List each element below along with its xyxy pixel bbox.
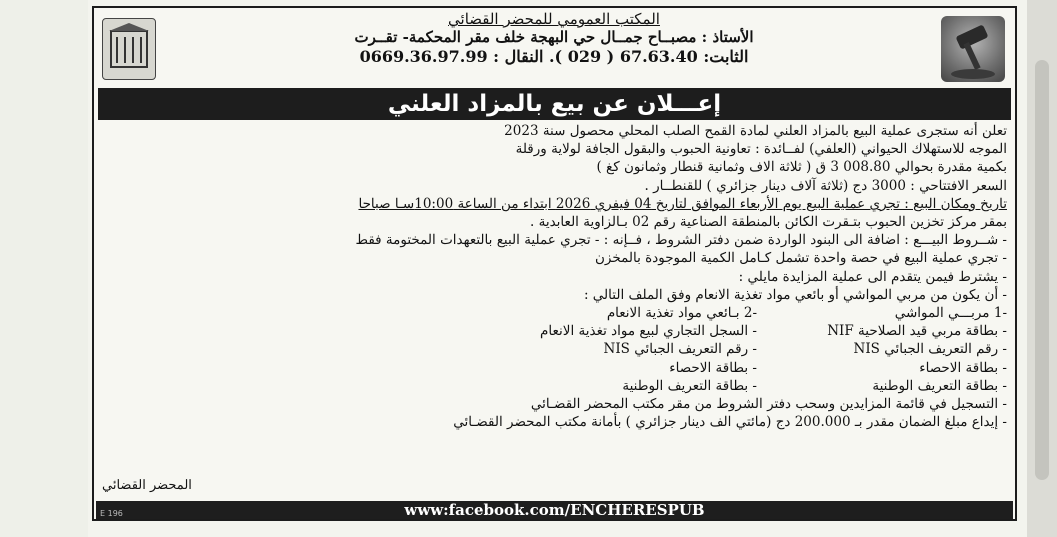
- body-line-date: تاريخ ومكان البيع : تجري عملية البيع يوم الأربعاء الموافق لتاريخ 04 فيفري 2026 ابتداء من الساعة 10:00سـا صباحا: [358, 195, 1007, 212]
- requirement-right: -1 مربـــي المواشي: [894, 305, 1007, 322]
- announcement-body: [100, 122, 1007, 431]
- phone-numbers: الثابت: 67.63.40 ( 029 ). النقال : 0669.36.97.99: [359, 47, 749, 66]
- requirements-row: [100, 340, 1007, 358]
- page-margin: [0, 0, 88, 537]
- requirement-left: - بطاقة التعريف الوطنية: [622, 377, 757, 394]
- requirement-right: - بطاقة التعريف الوطنية: [872, 377, 1007, 394]
- body-line: السعر الافتتاحي : 3000 دج (ثلاثة آلاف دينار جزائري ) للقنطــار .: [644, 177, 1007, 194]
- body-line: بمقر مركز تخزين الحبوب بتـقرت الكائن بالمنطقة الصناعية رقم 02 بـالزاوية العابدية .: [530, 214, 1007, 231]
- scrollbar-thumb[interactable]: [1035, 60, 1049, 480]
- signature: المحضر القضائي: [102, 478, 192, 493]
- body-line: - أن يكون من مربي المواشي أو بائعي مواد تغذية الانعام وفق الملف التالي :: [583, 286, 1007, 303]
- office-title: المكتب العمومي للمحضر القضائي: [448, 10, 660, 28]
- court-logo-icon: [102, 18, 156, 80]
- body-line: - التسجيل في قائمة المزايدين وسحب دفتر الشروط من مقر مكتب المحضر القضـائي: [530, 395, 1007, 412]
- requirements-row: [100, 359, 1007, 377]
- requirements-row: [100, 304, 1007, 322]
- body-line: الموجه للاستهلاك الحيواني (العلفي) لفــائدة : تعاونية الحبوب والبقول الجافة لولاية ورقلة: [515, 141, 1007, 158]
- letterhead: [94, 8, 1015, 88]
- corner-code: E 196: [100, 509, 123, 518]
- bailiff-name-address: الأستاذ : مصبــاح جمــال حي البهجة خلف مقر المحكمة- تقــرت: [354, 28, 754, 46]
- announcement-frame: [92, 6, 1017, 521]
- body-line: تعلن أنه ستجرى عملية البيع بالمزاد العلني لمادة القمح الصلب المحلي محصول سنة 2023: [504, 123, 1007, 139]
- requirement-right: - رقم التعريف الجبائي NIS: [853, 341, 1007, 358]
- requirement-right: - بطاقة الاحصاء: [919, 359, 1007, 376]
- body-line: - إيداع مبلغ الضمان مقدر بـ 200.000 دج (مائتي الف دينار جزائري ) بأمانة مكتب المحضر القضـائي: [453, 414, 1007, 431]
- body-line: - تجري عملية البيع في حصة واحدة تشمل كـامل الكمية الموجودة بالمخزن: [595, 250, 1007, 267]
- body-line: بكمية مقدرة بحوالي 008.80 3 ق ( ثلاثة الاف وثمانية قنطار وثمانون كغ ): [596, 159, 1007, 176]
- announcement-banner: إعـــلان عن بيع بالمزاد العلني: [98, 88, 1011, 120]
- body-line: - يشترط فيمن يتقدم الى عملية المزايدة مايلي :: [738, 268, 1007, 285]
- footer-link[interactable]: www:facebook.com/ENCHERESPUB: [96, 501, 1013, 519]
- gavel-image-icon: [941, 16, 1005, 82]
- requirement-left: -2 بـائعي مواد تغذية الانعام: [606, 305, 757, 322]
- requirement-left: - السجل التجاري لبيع مواد تغذية الانعام: [540, 323, 757, 340]
- requirement-left: - بطاقة الاحصاء: [669, 359, 757, 376]
- requirements-row: [100, 322, 1007, 340]
- requirement-left: - رقم التعريف الجبائي NIS: [603, 341, 757, 358]
- vertical-scrollbar[interactable]: [1027, 0, 1057, 537]
- requirement-right: - بطاقة مربي قيد الصلاحية NIF: [827, 323, 1007, 340]
- requirements-row: [100, 377, 1007, 395]
- body-line: - شــروط البيـــع : اضافة الى البنود الواردة ضمن دفتر الشروط ، فــإنه : - تجري عملية البيع بالتعهدات المختومة فقط: [355, 232, 1007, 249]
